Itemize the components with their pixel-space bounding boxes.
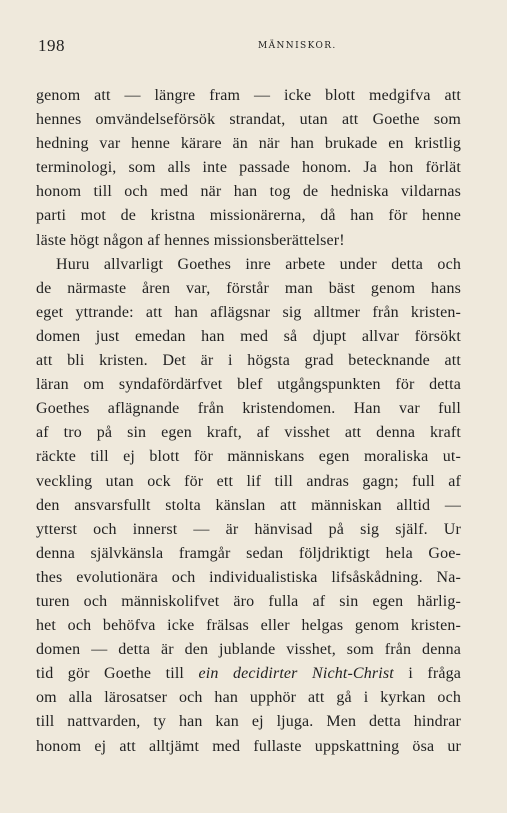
page-number: 198 bbox=[38, 36, 65, 55]
text-line: läran om syndafördärfvet blef utgångspunkten för detta bbox=[36, 376, 461, 394]
text-line: hedning var henne kärare än när han brukade en kristlig bbox=[36, 135, 461, 153]
text-line: turen och människolifvet äro fulla af sin egen härlig- bbox=[36, 592, 461, 610]
body-text bbox=[36, 84, 461, 759]
text-line: veckling utan ock för ett lif till andras gagn; full af bbox=[36, 472, 461, 490]
text-line: denna självkänsla framgår sedan följdriktigt hela Goe- bbox=[36, 544, 461, 562]
text-line: genom att — längre fram — icke blott medgifva att bbox=[36, 87, 461, 104]
text-line: Goethes aflägnande från kristendomen. Han var full bbox=[36, 400, 461, 418]
text-line: parti mot de kristna missionärerna, då han för henne bbox=[36, 207, 461, 225]
text-line: hennes omvändelseförsök strandat, utan att Goethe som bbox=[36, 111, 461, 129]
text-line: om alla lärosatser och han upphör att gå i kyrkan och bbox=[36, 689, 461, 707]
text-fragment: i fråga bbox=[408, 665, 462, 683]
text-line: het och behöfva icke frälsas eller helgas genom kristen- bbox=[36, 617, 461, 635]
text-line: domen just emedan han med så djupt allvar försökt bbox=[36, 327, 461, 345]
italic-quote: ein decidirter Nicht-Christ bbox=[198, 665, 394, 683]
text-line: honom till och med när han tog de hedniska vildarnas bbox=[36, 183, 461, 201]
text-line: den ansvarsfullt stolta känslan att människan alltid — bbox=[36, 496, 461, 514]
text-line: att bli kristen. Det är i högsta grad betecknande att bbox=[36, 352, 461, 370]
text-line: eget yttrande: att han aflägsnar sig alltmer från kristen- bbox=[36, 303, 461, 321]
text-line: till nattvarden, ty han kan ej ljuga. Men detta hindrar bbox=[36, 713, 461, 731]
text-line: honom ej att alltjämt med fullaste uppskattning ösa ur bbox=[36, 737, 461, 755]
text-line: Huru allvarligt Goethes inre arbete under detta och bbox=[56, 255, 461, 273]
text-line: räckte till ej blott för människans egen moraliska ut- bbox=[36, 448, 461, 466]
page-header bbox=[38, 36, 464, 62]
text-line: terminologi, som alls inte passade honom. Ja hon förlät bbox=[36, 159, 461, 177]
text-line-with-quote bbox=[36, 662, 461, 686]
text-line: af tro på sin egen kraft, af visshet att denna kraft bbox=[36, 424, 461, 442]
text-line: ytterst och innerst — är hänvisad på sig själf. Ur bbox=[36, 520, 461, 538]
text-line: domen — detta är den jublande visshet, som från denna bbox=[36, 641, 461, 659]
running-head: MÄNNISKOR. bbox=[258, 41, 337, 51]
text-line: läste högt någon af hennes missionsberättelser! bbox=[36, 231, 345, 249]
text-fragment: tid gör Goethe till bbox=[36, 665, 185, 683]
text-line: thes evolutionära och individualistiska lifsåskådning. Na- bbox=[36, 568, 461, 586]
text-line: de närmaste åren var, förstår man bäst genom hans bbox=[36, 279, 461, 297]
